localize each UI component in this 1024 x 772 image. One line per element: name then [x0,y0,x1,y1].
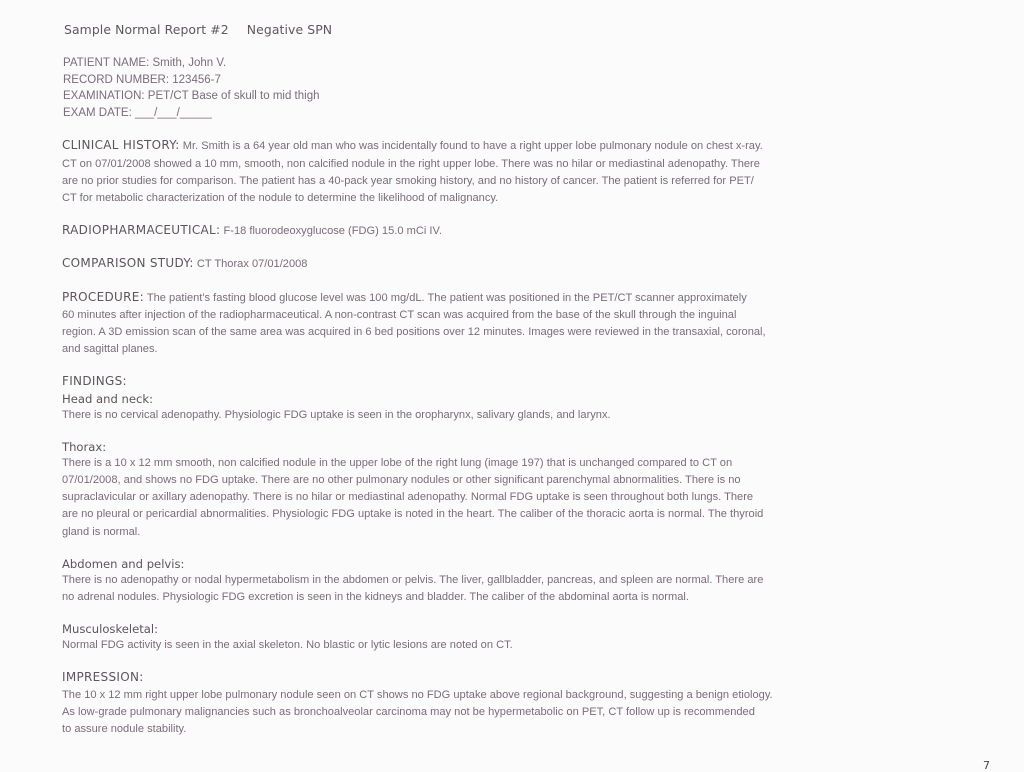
clinical-history-section [62,137,962,207]
comparison-section [62,255,962,273]
comparison-heading: COMPARISON STUDY: [62,256,194,271]
exam-date: EXAM DATE: ___/___/_____ [63,106,212,119]
procedure-line: The patient's fasting blood glucose level was 100 mg/dL. The patient was positioned in the PET/CT scanner approximately [146,291,747,304]
procedure-heading: PROCEDURE: [62,289,144,304]
procedure-line: 60 minutes after injection of the radiopharmaceutical. A non-contrast CT scan was acquired from the base of the skull through the inguinal [62,308,737,321]
report-title-text: Sample Normal Report #2 [64,22,229,37]
patient-name: PATIENT NAME: Smith, John V. [63,57,227,69]
radiopharmaceutical-value: F-18 fluorodeoxyglucose (FDG) 15.0 mCi IV. [223,225,442,238]
report-subtitle: Negative SPN [246,22,333,37]
thorax-heading: Thorax: [62,439,107,454]
procedure-section [62,289,962,359]
findings-abdomen [62,556,962,606]
procedure-line: and sagittal planes. [62,343,158,356]
musculoskeletal-line: Normal FDG activity is seen in the axial skeleton. No blastic or lytic lesions are noted on CT. [62,639,513,652]
clinical-history-heading: CLINICAL HISTORY: [62,138,180,153]
thorax-line: There is a 10 x 12 mm smooth, non calcified nodule in the upper lobe of the right lung (image 197) that is unchanged compared to CT on [62,456,733,469]
clinical-history-line: CT for metabolic characterization of the nodule to determine the likelihood of malignancy. [62,191,499,204]
report-title [64,22,962,37]
impression-line: to assure nodule stability. [62,723,187,736]
findings-head-neck [62,373,962,423]
findings-heading: FINDINGS: [62,374,127,389]
comparison-value: CT Thorax 07/01/2008 [196,258,308,271]
impression-section [62,669,962,738]
procedure-line: region. A 3D emission scan of the same area was acquired in 6 bed positions over 12 minutes. Images were reviewed in the transaxial, coronal, [62,326,766,338]
musculoskeletal-heading: Musculoskeletal: [62,622,159,637]
head-neck-heading: Head and neck: [62,391,153,406]
impression-line: The 10 x 12 mm right upper lobe pulmonary nodule seen on CT shows no FDG uptake above regional background, suggesting a benign etiology. [62,688,773,701]
page-number: 7 [983,759,990,772]
thorax-line: are no pleural or pericardial abnormalities. Physiologic FDG uptake is noted in the heart. The caliber of the thoracic aorta is normal. The thyroid [62,508,764,521]
abdomen-line: no adrenal nodules. Physiologic FDG excretion is seen in the kidneys and bladder. The caliber of the abdominal aorta is normal. [62,591,689,604]
thorax-line: 07/01/2008, and shows no FDG uptake. There are no other pulmonary nodules or other significant parenchymal abnormalities. There is no [62,474,741,487]
abdomen-line: There is no adenopathy or nodal hypermetabolism in the abdomen or pelvis. The liver, gallbladder, pancreas, and spleen are normal. There are [62,573,764,586]
abdomen-heading: Abdomen and pelvis: [62,556,185,571]
radiopharmaceutical-section [62,222,962,240]
thorax-line: gland is normal. [62,525,141,538]
impression-heading: IMPRESSION: [62,670,144,685]
clinical-history-line: are no prior studies for comparison. The patient has a 40-pack year smoking history, and no history of cancer. The patient is referred for PET/ [62,174,754,187]
clinical-history-line: CT on 07/01/2008 showed a 10 mm, smooth, non calcified nodule in the right upper lobe. There was no hilar or mediastinal adenopathy. There [62,157,760,170]
record-number: RECORD NUMBER: 123456-7 [63,73,221,86]
impression-line: As low-grade pulmonary malignancies such as bronchoalveolar carcinoma may not be hypermetabolic on PET, CT follow up is recommended [62,705,755,718]
head-neck-line: There is no cervical adenopathy. Physiologic FDG uptake is seen in the oropharynx, salivary glands, and larynx. [62,408,611,421]
thorax-line: supraclavicular or axillary adenopathy. There is no hilar or mediastinal adenopathy. Normal FDG uptake is seen throughout both lungs. There [62,491,754,504]
examination: EXAMINATION: PET/CT Base of skull to mid thigh [63,90,320,103]
findings-musculoskeletal [62,621,962,654]
findings-thorax [62,439,962,541]
clinical-history-line: Mr. Smith is a 64 year old man who was incidentally found to have a right upper lobe pulmonary nodule on chest x-ray. [182,140,763,153]
report-page [62,22,962,738]
radiopharmaceutical-heading: RADIOPHARMACEUTICAL: [62,223,221,238]
patient-info [63,55,962,121]
